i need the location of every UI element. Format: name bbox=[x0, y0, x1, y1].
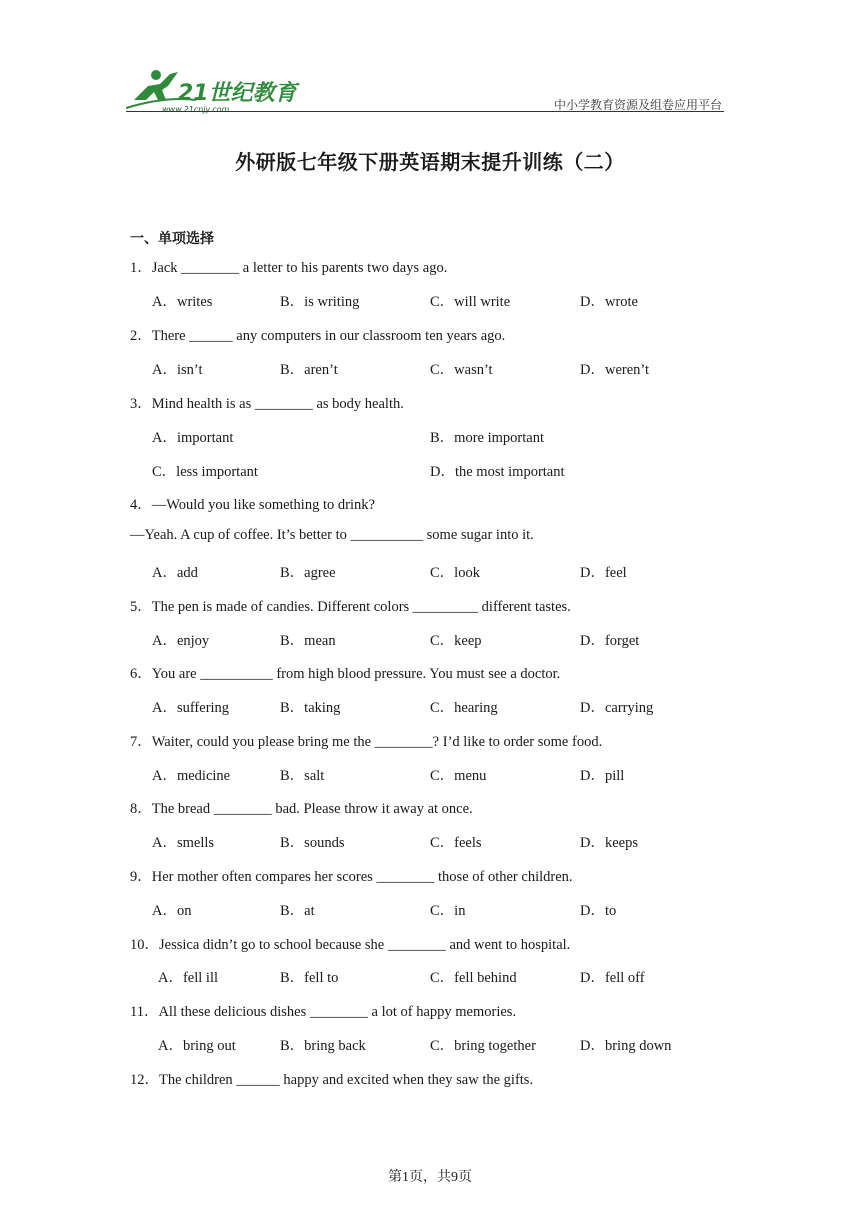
question-stem: 10．Jessica didn’t go to school because she ________ and went to hospital. bbox=[130, 937, 571, 953]
answer-option: D．fell off bbox=[580, 970, 645, 986]
answer-option: D．carrying bbox=[580, 700, 654, 716]
answer-option: D．to bbox=[580, 903, 617, 919]
answer-option: D．wrote bbox=[580, 294, 638, 310]
question-stem: 7．Waiter, could you please bring me the ________? I’d like to order some food. bbox=[130, 734, 603, 750]
answer-option: A．smells bbox=[152, 835, 215, 851]
page-number: 第1页，共9页 bbox=[388, 1170, 472, 1185]
answer-option: D．forget bbox=[580, 633, 640, 649]
answer-option: B．more important bbox=[430, 430, 544, 446]
question-stem: 12．The children ______ happy and excited when they saw the gifts. bbox=[130, 1072, 534, 1088]
section-title: 一、单项选择 bbox=[130, 231, 214, 247]
question-stem: 3．Mind health is as ________ as body health. bbox=[130, 396, 404, 412]
logo-url: www.21cnjy.com bbox=[162, 105, 230, 114]
answer-option: B．taking bbox=[280, 700, 341, 716]
answer-option: A．isn’t bbox=[152, 362, 203, 378]
answer-option: C．look bbox=[430, 565, 480, 581]
answer-option: B．is writing bbox=[280, 294, 360, 310]
answer-option: C．menu bbox=[430, 768, 487, 784]
question-stem: 4．—Would you like something to drink? bbox=[130, 497, 375, 513]
answer-option: C．wasn’t bbox=[430, 362, 493, 378]
answer-option: D．keeps bbox=[580, 835, 638, 851]
question-stem: 1．Jack ________ a letter to his parents two days ago. bbox=[130, 260, 448, 276]
answer-option: C．in bbox=[430, 903, 466, 919]
answer-option: A．medicine bbox=[152, 768, 231, 784]
answer-option: B．sounds bbox=[280, 835, 345, 851]
answer-option: C．will write bbox=[430, 294, 511, 310]
answer-option: B．at bbox=[280, 903, 315, 919]
logo-text: 21世纪教育 bbox=[178, 81, 297, 106]
answer-option: D．the most important bbox=[430, 464, 565, 480]
answer-option: D．feel bbox=[580, 565, 627, 581]
answer-option: C．feels bbox=[430, 835, 482, 851]
answer-option: B．aren’t bbox=[280, 362, 338, 378]
answer-option: C．keep bbox=[430, 633, 482, 649]
answer-option: A．important bbox=[152, 430, 234, 446]
answer-option: A．add bbox=[152, 565, 198, 581]
answer-option: C．hearing bbox=[430, 700, 498, 716]
question-stem: 8．The bread ________ bad. Please throw it away at once. bbox=[130, 801, 473, 817]
question-stem: 2．There ______ any computers in our classroom ten years ago. bbox=[130, 328, 506, 344]
answer-option: B．fell to bbox=[280, 970, 339, 986]
answer-option: A．on bbox=[152, 903, 192, 919]
question-stem-continuation: —Yeah. A cup of coffee. It’s better to __________ some sugar into it. bbox=[130, 527, 534, 543]
answer-option: C．less important bbox=[152, 464, 258, 480]
question-stem: 6．You are __________ from high blood pressure. You must see a doctor. bbox=[130, 666, 561, 682]
answer-option: A．enjoy bbox=[152, 633, 210, 649]
answer-option: A．fell ill bbox=[158, 970, 219, 986]
header-divider bbox=[126, 111, 724, 112]
answer-option: C．bring together bbox=[430, 1038, 536, 1054]
header-platform-text: 中小学教育资源及组卷应用平台 bbox=[553, 98, 722, 112]
answer-option: B．bring back bbox=[280, 1038, 366, 1054]
answer-option: B．agree bbox=[280, 565, 336, 581]
answer-option: A．bring out bbox=[158, 1038, 236, 1054]
answer-option: B．mean bbox=[280, 633, 336, 649]
answer-option: D．weren’t bbox=[580, 362, 649, 378]
page-title: 外研版七年级下册英语期末提升训练（二） bbox=[235, 150, 625, 174]
answer-option: C．fell behind bbox=[430, 970, 517, 986]
answer-option: D．pill bbox=[580, 768, 625, 784]
answer-option: D．bring down bbox=[580, 1038, 672, 1054]
question-stem: 5．The pen is made of candies. Different colors _________ different tastes. bbox=[130, 599, 571, 615]
logo bbox=[126, 66, 306, 114]
answer-option: B．salt bbox=[280, 768, 325, 784]
answer-option: A．writes bbox=[152, 294, 213, 310]
page-header bbox=[126, 66, 726, 116]
answer-option: A．suffering bbox=[152, 700, 230, 716]
question-stem: 9．Her mother often compares her scores ________ those of other children. bbox=[130, 869, 573, 885]
question-stem: 11．All these delicious dishes ________ a lot of happy memories. bbox=[130, 1004, 517, 1020]
